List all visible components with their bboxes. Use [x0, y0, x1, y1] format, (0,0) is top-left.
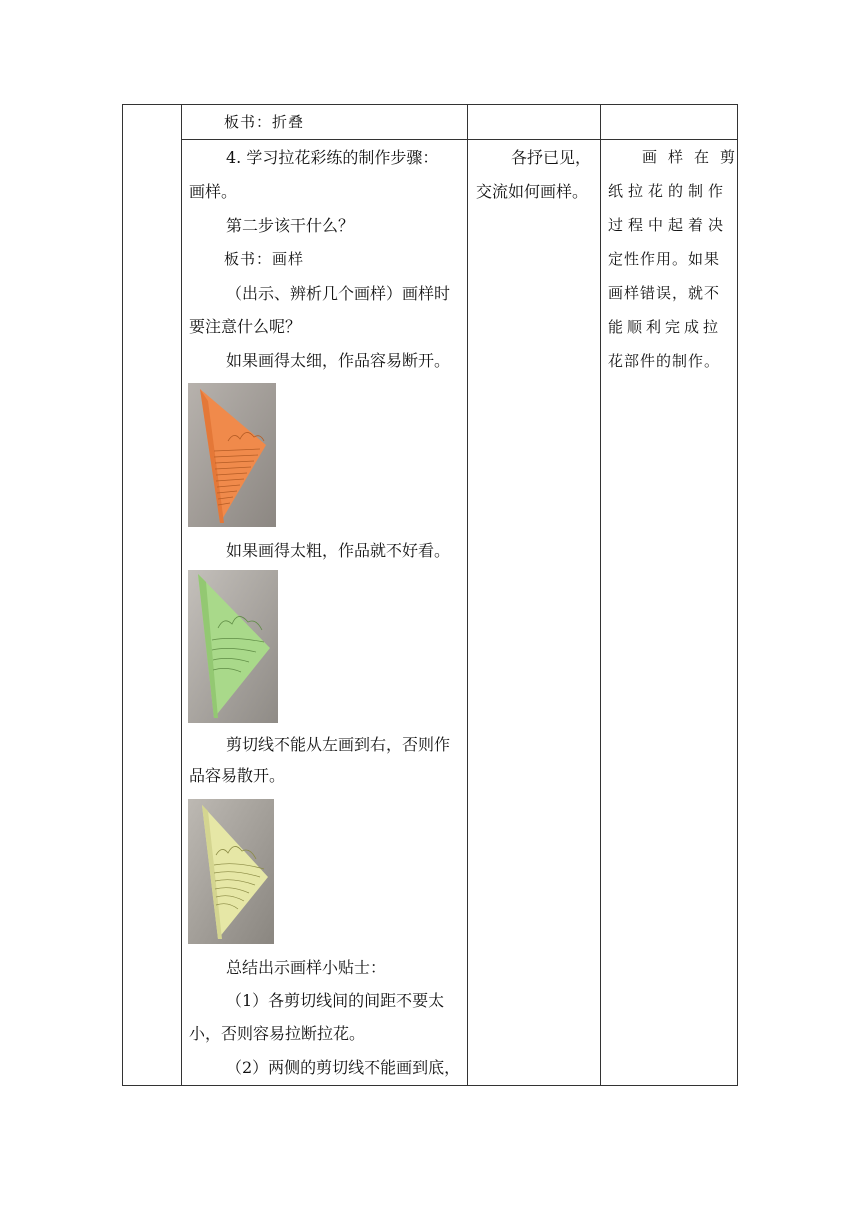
- tip1-line1: （1）各剪切线间的间距不要太: [226, 991, 445, 1010]
- yellow-pattern-photo: [188, 799, 274, 944]
- intent-line3: 过程中起着决: [608, 216, 729, 234]
- cut-line-text1: 剪切线不能从左画到右，否则作: [226, 735, 451, 754]
- table-border-col3: [600, 104, 601, 1086]
- question-text: 第二步该干什么？: [226, 216, 355, 235]
- intent-line7: 花部件的制作。: [608, 352, 721, 370]
- student-line2: 交流如何画样。: [476, 182, 589, 201]
- thick-caption: 如果画得太粗，作品就不好看。: [226, 541, 451, 560]
- intent-line6: 能顺利完成拉: [608, 318, 723, 336]
- tip2-line1: （2）两侧的剪切线不能画到底，: [226, 1058, 461, 1077]
- table-border-left: [122, 104, 123, 1086]
- intent-line5: 画样错误，就不: [608, 284, 721, 302]
- board-drawing-text: 板书：画样: [224, 250, 305, 268]
- show-line2: 要注意什么呢？: [189, 317, 302, 336]
- step-heading-line2: 画样。: [189, 182, 238, 201]
- tip1-line2: 小，否则容易拉断拉花。: [189, 1024, 366, 1043]
- intent-line2: 纸拉花的制作: [608, 182, 729, 200]
- summary-text: 总结出示画样小贴士：: [226, 958, 387, 977]
- cut-line-text2: 品容易散开。: [189, 766, 286, 785]
- step-heading-line1: 4. 学习拉花彩练的制作步骤：: [226, 148, 439, 167]
- table-border-top: [122, 104, 738, 105]
- table-border-bottom: [122, 1085, 738, 1086]
- table-border-right: [737, 104, 738, 1086]
- show-line1: （出示、辨析几个画样）画样时: [226, 284, 451, 303]
- thin-caption: 如果画得太细，作品容易断开。: [226, 351, 451, 370]
- intent-line4: 定性作用。如果: [608, 250, 721, 268]
- orange-pattern-photo: [188, 383, 276, 527]
- green-pattern-photo: [188, 570, 278, 723]
- student-line1: 各抒已见，: [511, 148, 592, 167]
- table-border-col1: [181, 104, 182, 1086]
- board-heading: 板书：折叠: [224, 113, 305, 131]
- intent-line1: 画样在剪: [642, 148, 747, 166]
- table-border-col2: [467, 104, 468, 1086]
